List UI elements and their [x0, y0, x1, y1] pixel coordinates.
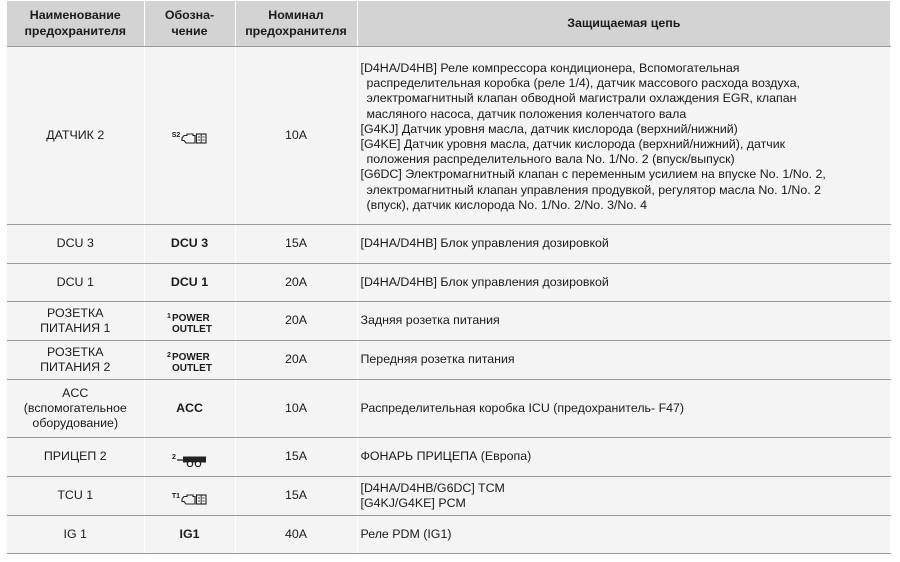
table-row — [7, 47, 890, 225]
protected-circuit-cell — [357, 264, 890, 302]
protected-circuit-cell — [357, 477, 890, 516]
circuit-line: [G4KJ] Датчик уровня масла, датчик кислорода (верхний/нижний) — [360, 121, 738, 136]
fuse-symbol-cell — [144, 264, 235, 302]
fuse-name-line: TCU 1 — [57, 488, 94, 503]
power-outlet-label: POWER OUTLET — [171, 352, 212, 374]
fuse-symbol-icon — [172, 493, 207, 506]
table-header-row — [7, 1, 890, 47]
symbol-superscript: 2 — [172, 453, 176, 461]
header-rating: Номинал предохранителя — [235, 1, 357, 47]
circuit-line: положения распределительного вала No. 1/No. 2 (впуск/выпуск) — [366, 152, 735, 167]
circuit-line: [D4HA/D4HB/G6DC] TCM — [360, 480, 505, 495]
power-outlet-symbol — [167, 313, 212, 335]
fuse-rating-cell: 20A — [235, 341, 357, 380]
fuse-symbol-cell — [144, 516, 235, 554]
fuse-rating-cell: 15A — [235, 477, 357, 516]
fuse-name-line: DCU 3 — [56, 236, 94, 251]
fuse-name-cell — [7, 264, 144, 302]
circuit-line: Реле PDM (IG1) — [360, 526, 452, 541]
fuse-table — [7, 1, 891, 554]
circuit-line: [D4HA/D4HB] Блок управления дозировкой — [360, 236, 609, 251]
protected-circuit-cell — [357, 438, 890, 477]
fuse-rating-cell: 10A — [235, 47, 357, 225]
fuse-symbol-text: DCU 3 — [170, 236, 209, 251]
table-row — [7, 438, 890, 477]
fuse-name-line: DCU 1 — [56, 274, 94, 289]
table-row — [7, 225, 890, 264]
fuse-name-line: ПИТАНИЯ 1 — [40, 321, 111, 335]
fuse-name-line: ПИТАНИЯ 2 — [40, 360, 111, 374]
power-outlet-symbol — [167, 352, 212, 374]
circuit-line: распределительная коробка (реле 1/4), датчик массового расхода воздуха, — [366, 76, 800, 91]
circuit-line: электромагнитный клапан управления продувкой, регулятор масла No. 1/No. 2 — [366, 182, 822, 197]
fuse-name-line: (вспомогательное — [23, 400, 127, 415]
fuse-table-container — [7, 1, 890, 554]
header-fuse-name: Наименование предохранителя — [7, 1, 144, 47]
symbol-superscript: S2 — [171, 132, 181, 139]
protected-circuit-cell — [357, 516, 890, 554]
circuit-line: [D4HA/D4HB] Блок управления дозировкой — [360, 274, 609, 289]
fuse-symbol-text: DCU 1 — [170, 274, 209, 289]
fuse-name-cell — [7, 341, 144, 380]
fuse-name-cell — [7, 47, 144, 225]
table-row — [7, 516, 890, 554]
fuse-rating-cell: 15A — [235, 225, 357, 264]
fuse-symbol-cell — [144, 477, 235, 516]
circuit-line: ФОНАРЬ ПРИЦЕПА (Европа) — [360, 449, 532, 464]
fuse-name-line: РОЗЕТКА — [47, 344, 104, 359]
fuse-name-line: ДАТЧИК 2 — [46, 127, 105, 142]
circuit-line: [D4HA/D4HB] Реле компрессора кондиционера, Вспомогательная — [360, 60, 740, 75]
fuse-rating-cell: 10A — [235, 380, 357, 438]
circuit-line: [G4KJ/G4KE] PCM — [360, 496, 466, 510]
table-row — [7, 477, 890, 516]
fuse-rating-cell: 40A — [235, 516, 357, 554]
fuse-symbol-cell — [144, 438, 235, 477]
engine-icon — [181, 132, 207, 145]
circuit-line: Задняя розетка питания — [360, 313, 500, 328]
protected-circuit-cell — [357, 341, 890, 380]
circuit-line: Распределительная коробка ICU (предохранитель- F47) — [360, 400, 685, 415]
circuit-line: (впуск), датчик кислорода No. 1/No. 2/No. 3/No. 4 — [366, 197, 648, 212]
fuse-symbol-icon — [172, 132, 208, 145]
fuse-symbol-cell — [144, 302, 235, 341]
table-row — [7, 380, 890, 438]
fuse-symbol-text: IG1 — [179, 526, 200, 541]
fuse-name-cell — [7, 477, 144, 516]
protected-circuit-cell — [357, 225, 890, 264]
fuse-name-line: ПРИЦЕП 2 — [43, 449, 107, 464]
circuit-line: электромагнитный клапан обводной магистрали охлаждения EGR, клапан — [366, 91, 797, 106]
table-body — [7, 47, 890, 554]
protected-circuit-cell — [357, 47, 890, 225]
protected-circuit-cell — [357, 380, 890, 438]
symbol-superscript: 2 — [167, 352, 171, 359]
power-outlet-label: POWER OUTLET — [171, 313, 212, 335]
fuse-name-line: оборудование) — [32, 416, 119, 431]
symbol-superscript: 1 — [167, 313, 171, 320]
circuit-line: [G4KE] Датчик уровня масла, датчик кислорода (верхний/нижний), датчик — [360, 137, 786, 151]
circuit-line: Передняя розетка питания — [360, 352, 515, 367]
fuse-name-cell — [7, 438, 144, 477]
table-row — [7, 341, 890, 380]
fuse-name-cell — [7, 302, 144, 341]
fuse-name-line: ACC — [62, 385, 89, 400]
fuse-rating-cell: 15A — [235, 438, 357, 477]
fuse-rating-cell: 20A — [235, 302, 357, 341]
fuse-name-line: РОЗЕТКА — [47, 305, 104, 320]
circuit-line: масляного насоса, датчик положения коленчатого вала — [366, 106, 687, 121]
fuse-symbol-text: ACC — [176, 400, 203, 415]
engine-icon — [181, 493, 207, 506]
fuse-symbol-cell — [144, 341, 235, 380]
fuse-name-cell — [7, 380, 144, 438]
circuit-line: [G6DC] Электромагнитный клапан с переменным усилием на впуске No. 1/No. 2, — [360, 167, 826, 182]
fuse-symbol-cell — [144, 225, 235, 264]
fuse-rating-cell: 20A — [235, 264, 357, 302]
header-circuit: Защищаемая цепь — [357, 1, 890, 47]
fuse-symbol-cell — [144, 47, 235, 225]
symbol-superscript: T1 — [171, 492, 181, 500]
trailer-icon — [177, 454, 207, 467]
fuse-symbol-icon — [172, 454, 207, 467]
fuse-symbol-cell — [144, 380, 235, 438]
fuse-name-cell — [7, 225, 144, 264]
table-row — [7, 302, 890, 341]
fuse-name-cell — [7, 516, 144, 554]
fuse-name-line: IG 1 — [63, 526, 87, 541]
protected-circuit-cell — [357, 302, 890, 341]
header-symbol: Обозна- чение — [144, 1, 235, 47]
table-row — [7, 264, 890, 302]
